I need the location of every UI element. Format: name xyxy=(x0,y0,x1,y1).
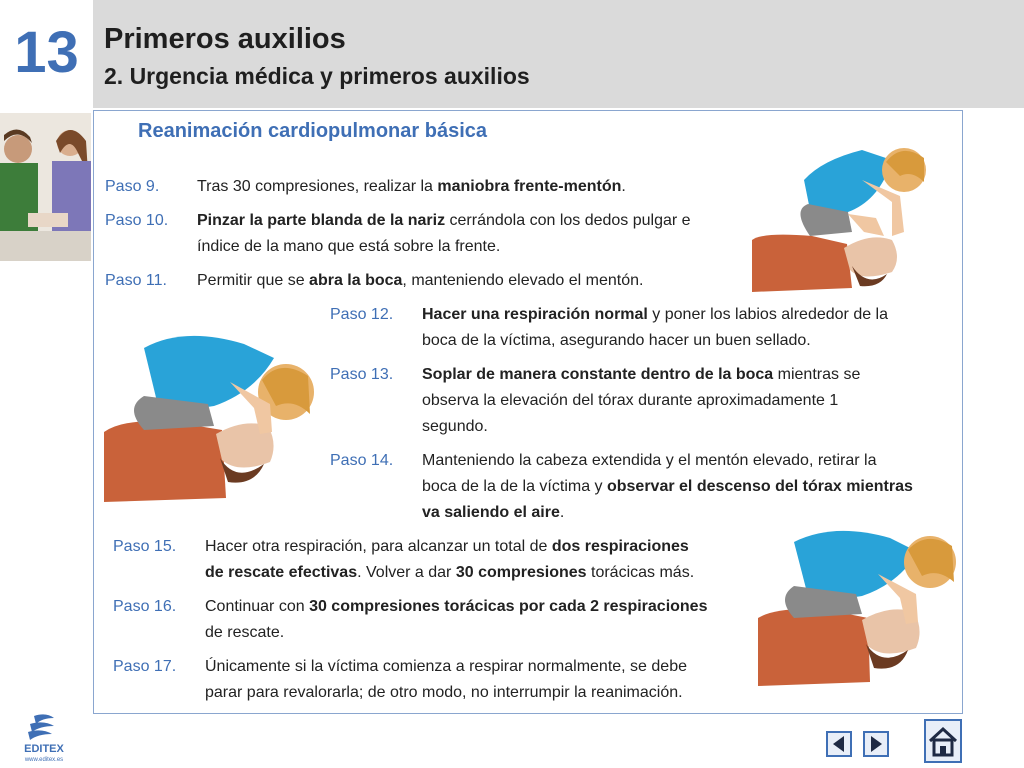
side-photo xyxy=(0,113,91,261)
step-label: Paso 17. xyxy=(113,658,177,675)
step-16: Paso 16. Continuar con 30 compresiones torácicas por cada 2 respiraciones de rescate. xyxy=(113,594,763,646)
illustration-rescue-breath xyxy=(104,322,316,502)
step-12: Paso 12. Hacer una respiración normal y poner los labios alrededor de la boca de la víctima, asegurando hacer un buen sellado. xyxy=(330,302,960,354)
step-label: Paso 14. xyxy=(330,452,394,469)
step-10: Paso 10. Pinzar la parte blanda de la nariz cerrándola con los dedos pulgar e índice de la mano que está sobre la frente. xyxy=(105,208,755,260)
home-button[interactable] xyxy=(924,719,962,763)
logo-text: EDITEX xyxy=(24,743,64,755)
step-label: Paso 9. xyxy=(105,178,160,195)
chapter-number: 13 xyxy=(14,20,79,85)
logo-url: www.editex.es xyxy=(24,757,64,762)
step-label: Paso 13. xyxy=(330,366,394,383)
home-icon xyxy=(926,721,960,761)
editex-logo xyxy=(20,712,68,762)
section-heading: Reanimación cardiopulmonar básica xyxy=(138,120,487,142)
step-label: Paso 11. xyxy=(105,272,167,289)
step-label: Paso 12. xyxy=(330,306,394,323)
page-subtitle: 2. Urgencia médica y primeros auxilios xyxy=(104,63,530,89)
step-15: Paso 15. Hacer otra respiración, para alcanzar un total de dos respiraciones de rescate efectivas. Volver a dar 30 compresiones torácicas más. xyxy=(113,534,763,586)
step-13: Paso 13. Soplar de manera constante dentro de la boca mientras se observa la elevación del tórax durante aproximadamente 1 segundo. xyxy=(330,362,960,440)
chapter-box xyxy=(0,0,93,108)
page-title: Primeros auxilios xyxy=(104,23,346,55)
next-slide-button[interactable] xyxy=(863,731,889,757)
step-17: Paso 17. Únicamente si la víctima comienza a respirar normalmente, se debe parar para revalorarla; de otro modo, no interrumpir la reanimación. xyxy=(113,654,763,706)
step-9: Paso 9. Tras 30 compresiones, realizar la maniobra frente-mentón. xyxy=(105,174,755,200)
step-label: Paso 15. xyxy=(113,538,177,555)
step-label: Paso 16. xyxy=(113,598,177,615)
arrow-left-icon xyxy=(828,733,850,755)
illustration-head-tilt xyxy=(752,140,937,292)
illustration-second-breath xyxy=(758,518,958,688)
arrow-right-icon xyxy=(865,733,887,755)
prev-slide-button[interactable] xyxy=(826,731,852,757)
step-label: Paso 10. xyxy=(105,212,169,229)
step-11: Paso 11. Permitir que se abra la boca, manteniendo elevado el mentón. xyxy=(105,268,755,294)
step-14: Paso 14. Manteniendo la cabeza extendida y el mentón elevado, retirar la boca de la de la víctima y observar el descenso del tórax mientras va saliendo el aire. xyxy=(330,448,960,526)
